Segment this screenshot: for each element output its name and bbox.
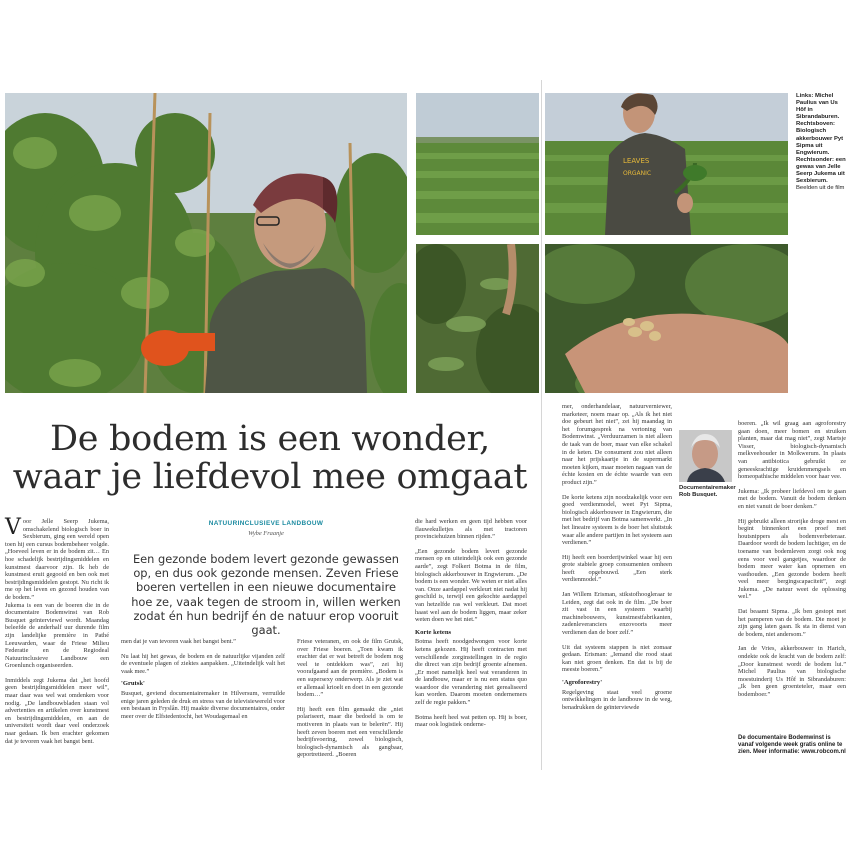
column-1-paragraph-1: Voor Jelle Seerp Jukema, omschakelend biologisch boer in Sexbierum, ging een wereld open toen hij een cursus bodembeheer volgde. „Hoeveel leven er in de bodem zit… En hoe schadelijk bestrijdingsmiddelen en kunstmest daarvoor zijn. Ik heb de kunstmest eruit gegooid en ben ook met bestrijdingsmiddelen gestopt. Nu richt ik me op het leven en gezond houden van de bodem.” bbox=[5, 515, 109, 601]
svg-text:ORGANIC: ORGANIC bbox=[623, 170, 652, 177]
column-3-paragraph-1: Friese veteranen, en ook de film Grutsk, over Friese boeren. „Toen kwam ik erachter dat er wat betreft de bodem nog veel te ontdekken was”, zei hij voorafgaand aan de première. „Bodem is een supersexy onderwerp. Als je ziet wat er allemaal krioelt en doet in een gezonde bodem…” bbox=[297, 638, 403, 699]
column-4-paragraph-3: Botma heeft noodgedwongen voor korte ketens gekozen. Hij heeft contracten met verschillende zorginstellingen in de regio die direct van zijn bedrijf groente afnemen. „Er moet namelijk heel wat veranderen in de landbouw, maar er is nu een status quo waardoor die verandering niet gerealiseerd kan worden. Daarom moeten ondernemers zelf de regie pakken.” bbox=[415, 638, 527, 707]
column-4-paragraph-2: „Een gezonde bodem levert gezonde mensen op en uiteindelijk ook een gezonde aarde”, zegt Folkert Botma in de film, biologisch akkerbouwer in Engwierum. „De bodem is een wonder. We weten er niet alles van. Onze aardappel verkleurt niet nadat hij geschild is, terwijl een gekochte aardappel van hetzelfde ras wel verkleurt. Dat moet haast wel aan de bodem liggen, maar zeker weten doen we het niet.” bbox=[415, 547, 527, 624]
photo-farmer-plant bbox=[545, 93, 788, 235]
column-6-paragraph-5: Jan de Vries, akkerbouwer in Harich, ondekte ook de kracht van de bodem zelf: „Door kunstmest wordt de bodem lui.” Michel Paulius van biologische moestuinderij Us Hôf in Sibrandaburen: „Ik ben geen groenteteler, maar een bodemboer.” bbox=[738, 645, 846, 698]
column-6-paragraph-3: Hij gebruikt alleen strorijke droge mest en begint binnenkort een proef met houtsnippers als bodemverbeteraar. Daardoor wordt de bodem luchtiger, en de toename van bodemleven zorgt ook nog eens voor veel gangetjes, waardoor de bodem meer water kan opnemen en vasthouden. „Een gezonde bodem heeft veel meer bergingscapaciteit”, zegt Jukema. „De natuur weet de oplossing wel.” bbox=[738, 517, 846, 601]
page-gutter bbox=[541, 80, 542, 770]
column-2-paragraph-3: Busquet, geviend documentairemaker in Hilversum, verruilde enige jaren geleden de druk en stress van de televisiewereld voor een bestaan in Fryslân. Hij maakte diverse documentaires, onder meer over de Elfstedentocht, het Woudagemaal en bbox=[121, 689, 285, 720]
portrait-caption: Documentairemaker Rob Busquet. bbox=[679, 485, 736, 499]
byline: Wybe Fraanje bbox=[248, 530, 284, 537]
svg-text:LEAVES: LEAVES bbox=[623, 157, 650, 165]
headline bbox=[5, 420, 535, 496]
column-6 bbox=[738, 420, 846, 699]
column-5-paragraph-2: De korte ketens zijn noodzakelijk voor een goed verdienmodel, weet Pyt Sipma, biologisch akkerbouwer in Engwierum, die met het bedrijf van Botma samenwerkt. „In het lineaire systeem is de boer het sluitstuk waar alle andere partijen in het systeem aan verdienen.” bbox=[562, 493, 672, 547]
column-5 bbox=[562, 403, 672, 711]
column-4-paragraph-4: Botma heeft heel wat petten op. Hij is boer, maar ook logistiek onderne- bbox=[415, 713, 527, 729]
lead-paragraph: Een gezonde bodem levert gezonde gewassen op, en dus ook gezonde mensen. Zeven Friese boeren vertellen in een nieuwe documentaire hoe ze, vaak tegen de stroom in, willen werken zodat én hun bedrijf én de natuur erop vooruit gaat. bbox=[131, 552, 401, 638]
photo-crop-closeup bbox=[416, 244, 539, 393]
column-1-paragraph-3: Inmiddels zegt Jukema dat „het hoofd geen bestrijdingsmiddelen meer wil”, maar daar was wel wat omdenken voor nodig. „De landbouwbladen staan vol advertenties en artikelen over kunstmest en bestrijdingsmiddelen, en aan de universiteit wordt daar veel onderzoek naar gedaan. Ik ben erachter gekomen dat je tevoren vaak het bangst bent. bbox=[5, 676, 109, 745]
column-3 bbox=[297, 638, 403, 759]
column-1 bbox=[5, 515, 109, 745]
photo-farmer-bandana bbox=[5, 93, 407, 393]
footnote: De documentaire Bodemwinst is vanaf volgende week gratis online te zien. Meer informatie: www.robcom.nl bbox=[738, 735, 846, 756]
column-6-paragraph-2: Jukema: „Ik probeer liefdevol om te gaan met de bodem. Vanuit de bodem denken en niet vanuit de boer denken.” bbox=[738, 487, 846, 510]
section-kicker: NATUURINCLUSIEVE LANDBOUW bbox=[208, 520, 324, 527]
column-5-subhead: 'Agroforestry' bbox=[562, 679, 603, 686]
column-4-subhead: Korte ketens bbox=[415, 628, 452, 636]
column-2-subhead: 'Grutsk' bbox=[121, 680, 145, 688]
column-5-paragraph-3: Hij heeft een boerderijwinkel waar hij een grote stabiele groep consumenten omheen heeft opgebouwd. „Een sterk verdienmodel.” bbox=[562, 553, 672, 584]
photo-hand-beans bbox=[545, 244, 788, 393]
column-4-paragraph-1: die hard werken en geen tijd hebben voor flauwekulletjes als met tractoren provinciehuizen binnen rijden.” bbox=[415, 518, 527, 541]
photo-field-landscape bbox=[416, 93, 539, 235]
headline-line-1: De bodem is een wonder, bbox=[50, 419, 490, 459]
column-2-paragraph-2: Nu laat hij het gewas, de bodem en de natuurlijke vijanden zelf de eventuele plagen of ziektes aanpakken. „Uiteindelijk valt het vaak mee.” bbox=[121, 652, 285, 675]
portrait-rob-busquet bbox=[679, 430, 732, 482]
headline-line-2: waar je liefdevol mee omgaat bbox=[12, 457, 528, 497]
column-1-paragraph-2: Jukema is een van de boeren die in de documentaire Bodemwinst van Rob Busquet geïnterviewd wordt. Maandag beleefde de anderhalf uur durende film zijn landelijke première in Pathé Leeuwarden, waar de Friese Milieu Federatie en de Regiodeal Natuurinclusieve Landbouw een Groenlunch organiseerden. bbox=[5, 601, 109, 670]
photo-caption bbox=[796, 93, 846, 192]
column-5-paragraph-4: Jan Willem Erisman, stikstofhoogleraar te Leiden, zegt dat ook in de film. „De boer zit vast in een systeem waarbij machinebouwers, kunstmestfabrikanten, zadenleveranciers enzovoorts meer verdienen dan de boer zelf.” bbox=[562, 591, 672, 637]
column-2 bbox=[121, 638, 285, 720]
column-2-paragraph-1: men dat je van tevoren vaak het bangst bent.” bbox=[121, 638, 236, 645]
column-5-paragraph-5: Uit dat systeem stappen is niet zomaar gedaan. Erisman: „Iemand die rood staat kan niet groen denken. En dat is bij de meeste boeren.” bbox=[562, 643, 672, 674]
column-5-paragraph-1: mer, onderhandelaar, natuurverniewer, marketeer, noem maar op. „Als ik het niet doe gebeurt het niet”, zei hij maandag in het forumgesprek na vertoning van Bodemwinst. „Verduurzamen is niet alleen de taak van de boer, maar van elke schakel in de keten. De consument zou niet alleen naar het prijskaartje in de supermarkt moeten kijken, maar moeten nagaan van de échte kosten en de échte waarde van een product zijn.” bbox=[562, 403, 672, 486]
column-6-paragraph-4: Dat beaamt Sipma. „Ik ben gestopt met het pamperen van de bodem. Die moet je zijn gang laten gaan. Ik sta in dienst van de bodem, niet andersom.” bbox=[738, 608, 846, 638]
column-4 bbox=[415, 518, 527, 729]
column-3-paragraph-2: Hij heeft een film gemaakt die „niet polariseert, maar die bedoeld is om te motiveren in plaats van te belerën”. Hij heeft zeven boeren met een verschillende bedrijfsvoering, zowel biologisch, biologisch-dynamisch als gangbaar, geportretteerd. „Boeren bbox=[297, 705, 403, 759]
column-6-paragraph-1: boeren. „Ik wil graag aan agroforestry gaan doen, meer bomen en struiken planten, maar dat mag niet”, zegt Martsje Visser, biologisch-dynamisch melkveehouder in Molkwerum. In plaats van antibiotica gebruikt ze geneeskrachtige kruidenmengsels en homeopathische middelen voor haar vee. bbox=[738, 420, 846, 481]
dropcap: V bbox=[5, 515, 21, 540]
photo-caption-text: Links: Michel Paulius van Us Hôf in Sibrandaburen. Rechtsboven: Biologisch akkerbouwer Pyt Sipma uit Engwierum. Rechtsonder: een gewas van Jelle Seerp Jukema uit Sexbierum. bbox=[796, 93, 846, 185]
photo-caption-credit: Beelden uit de film bbox=[796, 185, 845, 192]
column-5-paragraph-6: Regelgeving staat veel groene ontwikkelingen in de landbouw in de weg, benadrukken de geïnterviewde bbox=[562, 688, 672, 711]
